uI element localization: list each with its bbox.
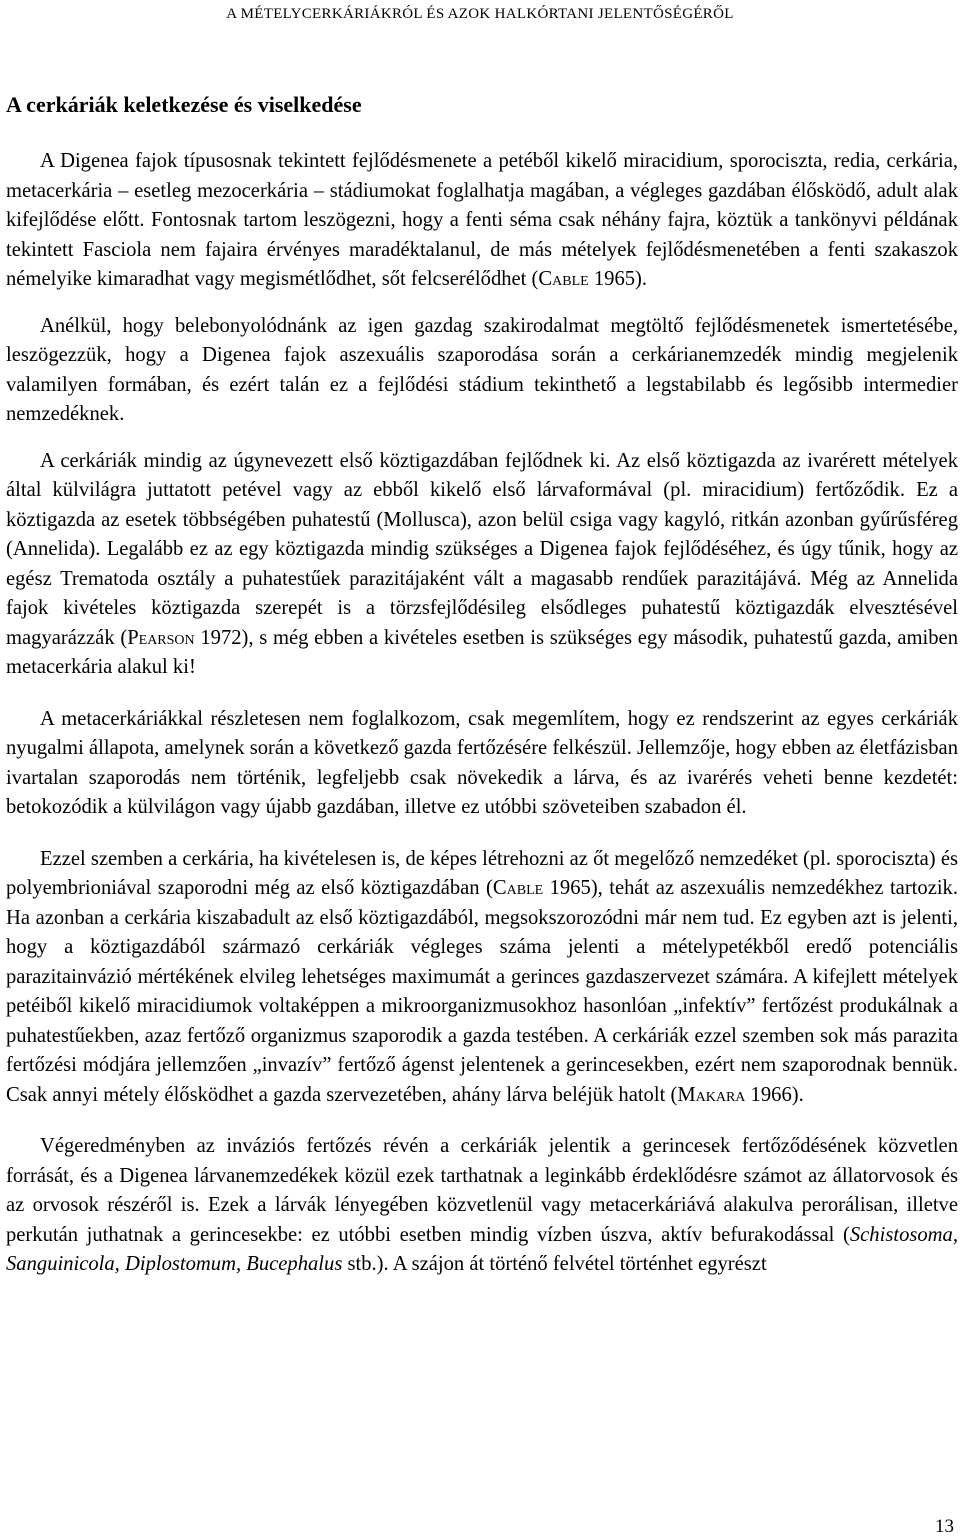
paragraph-6-text-a: Végeredményben az inváziós fertőzés révén a cerkáriák jelentik a gerincesek fertőződésének közvetlen forrását, és a Digenea lárvanemzedékek közül ezek tarthatnak a leginkább érdeklődésre számot az állatorvosok és az orvosok részéről is. Ezek a lárvák lényegében közvetlenül vagy metacerkáriává alakulva perorálisan, illetve perkután juthatnak a gerincesekbe: ez utóbbi esetben mindig vízben úszva, aktív befurakodással ( [6, 1135, 958, 1246]
paragraph-5 [6, 845, 958, 1111]
genus-names: Schistosoma, Sanguinicola, Diplostomum, Bucephalus [6, 1223, 958, 1275]
citation-cable: Cable [492, 877, 544, 899]
paragraph-4: A metacerkáriákkal részletesen nem foglalkozom, csak megemlítem, hogy ez rendszerint az egyes cerkáriák nyugalmi állapota, amelynek során a következő gazda fertőzésére felkészül. Jellemzője, hogy ebben az életfázisban ivartalan szaporodás nem történik, legfeljebb csak növekedik a lárva, és az ivarérés veheti benne kezdetét: betokozódik a külvilágon vagy újabb gazdában, illetve ez utóbbi szöveteiben szabadon él. [6, 707, 958, 818]
paragraph-3 [6, 447, 958, 683]
paragraph-1 [6, 147, 958, 295]
paragraph-3-text-a: A cerkáriák mindig az úgynevezett első köztigazdában fejlődnek ki. Az első köztigazda az ivarérett mételyek által külvilágra juttatott petével vagy az ebből kikelő első lárvaformával (pl. miracidium) fertőződik. Ez a köztigazda az esetek többségében puhatestű (Mollusca), azon belül csiga vagy kagyló, ritkán azonban gyűrűsféreg (Annelida). Legalább ez az egy köztigazda mindig szükséges a Digenea fajok fejlődéséhez, és úgy tűnik, hogy az egész Trematoda osztály a puhatestűek parazitájaként vált a magasabb rendűek parazitájává. Még az Annelida fajok kivételes köztigazda szerepét is a törzsfejlődésileg elsődleges puhatestű köztigazdák elvesztésével magyarázzák ( [6, 449, 958, 649]
paragraph-2: Anélkül, hogy belebonyolódnánk az igen gazdag szakirodalmat megtöltő fejlődésmenetek ismertetésébe, leszögezzük, hogy a Digenea fajok aszexuális szaporodása során a cerkárianemzedék mindig megjelenik valamilyen formában, és ezért talán ez a fejlődési stádium tekinthető a legstabilabb és legősibb intermedier nemzedéknek. [6, 314, 958, 425]
section-title: A cerkáriák keletkezése és viselkedése [6, 92, 362, 117]
citation-cable: Cable [538, 268, 589, 290]
paragraph-5-text-b: 1965), tehát az aszexuális nemzedékhez tartozik. Ha azonban a cerkária kiszabadult az első köztigazdából, megsokszorozódni már nem tud. Ez egyben azt is jelenti, hogy a köztigazdából származó cerkáriák végleges száma jelenti a mételypetékből eredő potenciális parazitainvázió mértékének elvileg lehetséges maximumát a gerinces gazdaszervezet számára. A kifejlett mételyek petéiből kikelő miracidiumok voltaképpen a mikroorganizmusokhoz hasonlóan „infektív” fertőzést produkálnak a puhatestűekben, azaz fertőző organizmus szaporodik a gazda testében. A cerkáriák ezzel szemben sok más parazita fertőzési módjára jellemzően „invazív” fertőző ágenst jelentenek a gerincesekben, ezért nem szaporodnak bennük. Csak annyi métely élősködhet a gazda szervezetében, ahány lárva beléjük hatolt ( [6, 877, 958, 1106]
paragraph-1-text-a: A Digenea fajok típusosnak tekintett fejlődésmenete a petéből kikelő miracidium, sporociszta, redia, cerkária, metacerkária – esetleg mezocerkária – stádiumokat foglalhatja magában, a végleges gazdában élősködő, adult alak kifejlődése előtt. Fontosnak tartom leszögezni, hogy a fenti séma csak néhány fajra, köztük a tankönyvi példának tekintett Fasciola nem fajaira érvényes maradéktalanul, de más mételyek fejlődésmenetében a fenti szakaszok némelyike kimaradhat vagy megismétlődhet, sőt felcserélődhet ( [6, 150, 958, 290]
citation-pearson: Pearson [127, 626, 195, 649]
paragraph-5-text-a: Ezzel szemben a cerkária, ha kivételesen is, de képes létrehozni az őt megelőző nemzedéket (pl. sporociszta) és polyembrioniával szaporodni még az első köztigazdában ( [6, 847, 958, 899]
citation-makara: Makara [677, 1083, 746, 1106]
page-number: 13 [935, 1516, 954, 1537]
body-text [6, 147, 958, 1280]
paragraph-1-text-b: 1965). [588, 268, 648, 290]
paragraph-3-text-b: 1972), s még ebben a kivételes esetben is szükséges egy második, puhatestű gazda, amiben metacerkária alakul ki! [6, 626, 958, 678]
paragraph-6-text-b: stb.). A szájon át történő felvétel történhet egyrészt [342, 1253, 767, 1275]
paragraph-6 [6, 1132, 958, 1280]
paragraph-5-text-c: 1966). [745, 1083, 804, 1106]
running-head: A MÉTELYCERKÁRIÁKRÓL ÉS AZOK HALKÓRTANI JELENTŐSÉGÉRŐL [226, 6, 734, 22]
